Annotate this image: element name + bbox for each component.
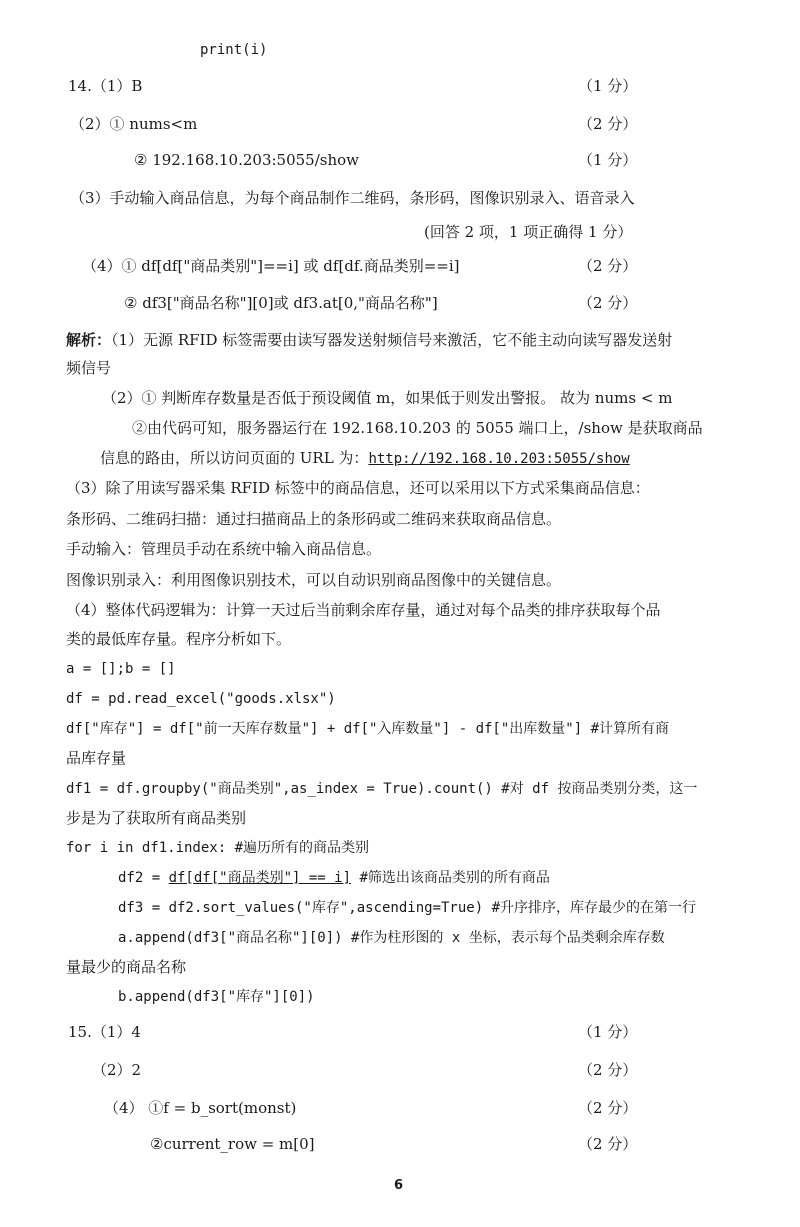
code-line-read-excel: df = pd.read_excel("goods.xlsx") [66, 691, 336, 707]
q14-part2-answer-2: ② 192.168.10.203:5055/show [134, 151, 360, 169]
page-number: 6 [394, 1178, 404, 1193]
code-line-groupby-cont: 步是为了获取所有商品类别 [66, 809, 247, 827]
code-filter-assign: df2 = [118, 870, 169, 886]
code-line-for-loop: for i in df1.index: #遍历所有的商品类别 [66, 840, 370, 856]
server-url-link[interactable]: http://192.168.10.203:5055/show [368, 451, 630, 467]
explanation-label: 解析： [66, 331, 112, 349]
q15-part4-score-2: （2 分） [578, 1135, 638, 1153]
q15-part4-answer-2: ②current_row = m[0] [150, 1135, 315, 1153]
q15-part1-score: （1 分） [578, 1023, 638, 1041]
explanation-part2-line-3 [100, 448, 630, 469]
code-line-sort: df3 = df2.sort_values("库存",ascending=True) #升序排序，库存最少的在第一行 [118, 900, 697, 916]
q14-part2-score-2: （1 分） [578, 151, 638, 169]
explanation-part2-line-2: ②由代码可知，服务器运行在 192.168.10.203 的 5055 端口上，/show 是获取商品 [132, 419, 703, 437]
code-line-stock-calc-cont: 品库存量 [66, 749, 127, 767]
explanation-line-1 [66, 330, 672, 350]
code-line-filter [118, 868, 550, 888]
explanation-part4-line-2: 类的最低库存量。程序分析如下。 [66, 630, 292, 648]
explanation-part2-line-1: （2）① 判断库存数量是否低于预设阈值 m，如果低于则发出警报。 故为 nums < m [102, 389, 673, 407]
explanation-part3-line-4: 图像识别录入：利用图像识别技术，可以自动识别商品图像中的关键信息。 [66, 571, 562, 589]
q14-part2-answer-1: （2）① nums<m [70, 115, 198, 133]
q15-part2-answer: （2）2 [92, 1061, 142, 1079]
q15-part1-answer: 15.（1）4 [68, 1023, 141, 1041]
q14-part4-answer-2: ② df3["商品名称"][0]或 df3.at[0,"商品名称"] [124, 294, 438, 312]
code-filter-expression: df[df["商品类别"] == i] [168, 870, 352, 886]
q14-part3-answer: （3）手动输入商品信息，为每个商品制作二维码，条形码，图像识别录入、语音录入 [70, 189, 635, 207]
q15-part4-score-1: （2 分） [578, 1099, 638, 1117]
code-line-print: print(i) [200, 42, 268, 58]
code-line-append-a-cont: 量最少的商品名称 [66, 958, 187, 976]
url-intro-text: 信息的路由，所以访问页面的 URL 为： [100, 449, 369, 467]
q15-part2-score: （2 分） [578, 1061, 638, 1079]
code-line-init: a = [];b = [] [66, 661, 176, 677]
explanation-text: （1）无源 RFID 标签需要由读写器发送射频信号来激活，它不能主动向读写器发送射 [111, 331, 673, 349]
explanation-part3-line-2: 条形码、二维码扫描：通过扫描商品上的条形码或二维码来获取商品信息。 [66, 510, 562, 528]
code-line-groupby: df1 = df.groupby("商品类别",as_index = True).count() #对 df 按商品类别分类，这一 [66, 781, 698, 797]
q14-part4-score-1: （2 分） [578, 257, 638, 275]
q14-part4-score-2: （2 分） [578, 294, 638, 312]
q14-part2-score-1: （2 分） [578, 115, 638, 133]
q14-part1-score: （1 分） [578, 77, 638, 95]
q14-part1-answer: 14.（1）B [68, 77, 143, 95]
code-line-append-b: b.append(df3["库存"][0]) [118, 989, 315, 1005]
code-filter-comment: #筛选出该商品类别的所有商品 [351, 870, 550, 886]
code-line-stock-calc: df["库存"] = df["前一天库存数量"] + df["入库数量"] - df["出库数量"] #计算所有商 [66, 721, 670, 737]
explanation-line-2: 频信号 [66, 359, 112, 377]
q14-part3-note: (回答 2 项，1 项正确得 1 分） [424, 223, 633, 241]
explanation-part4-line-1: （4）整体代码逻辑为：计算一天过后当前剩余库存量，通过对每个品类的排序获取每个品 [66, 601, 661, 619]
q14-part4-answer-1: （4）① df[df["商品类别"]==i] 或 df[df.商品类别==i] [82, 257, 460, 275]
explanation-part3-line-3: 手动输入：管理员手动在系统中输入商品信息。 [66, 540, 382, 558]
q15-part4-answer-1: （4） ①f = b_sort(monst) [104, 1099, 297, 1117]
code-line-append-a: a.append(df3["商品名称"][0]) #作为柱形图的 x 坐标，表示每个品类剩余库存数 [118, 930, 665, 946]
explanation-part3-line-1: （3）除了用读写器采集 RFID 标签中的商品信息，还可以采用以下方式采集商品信息： [66, 479, 650, 497]
